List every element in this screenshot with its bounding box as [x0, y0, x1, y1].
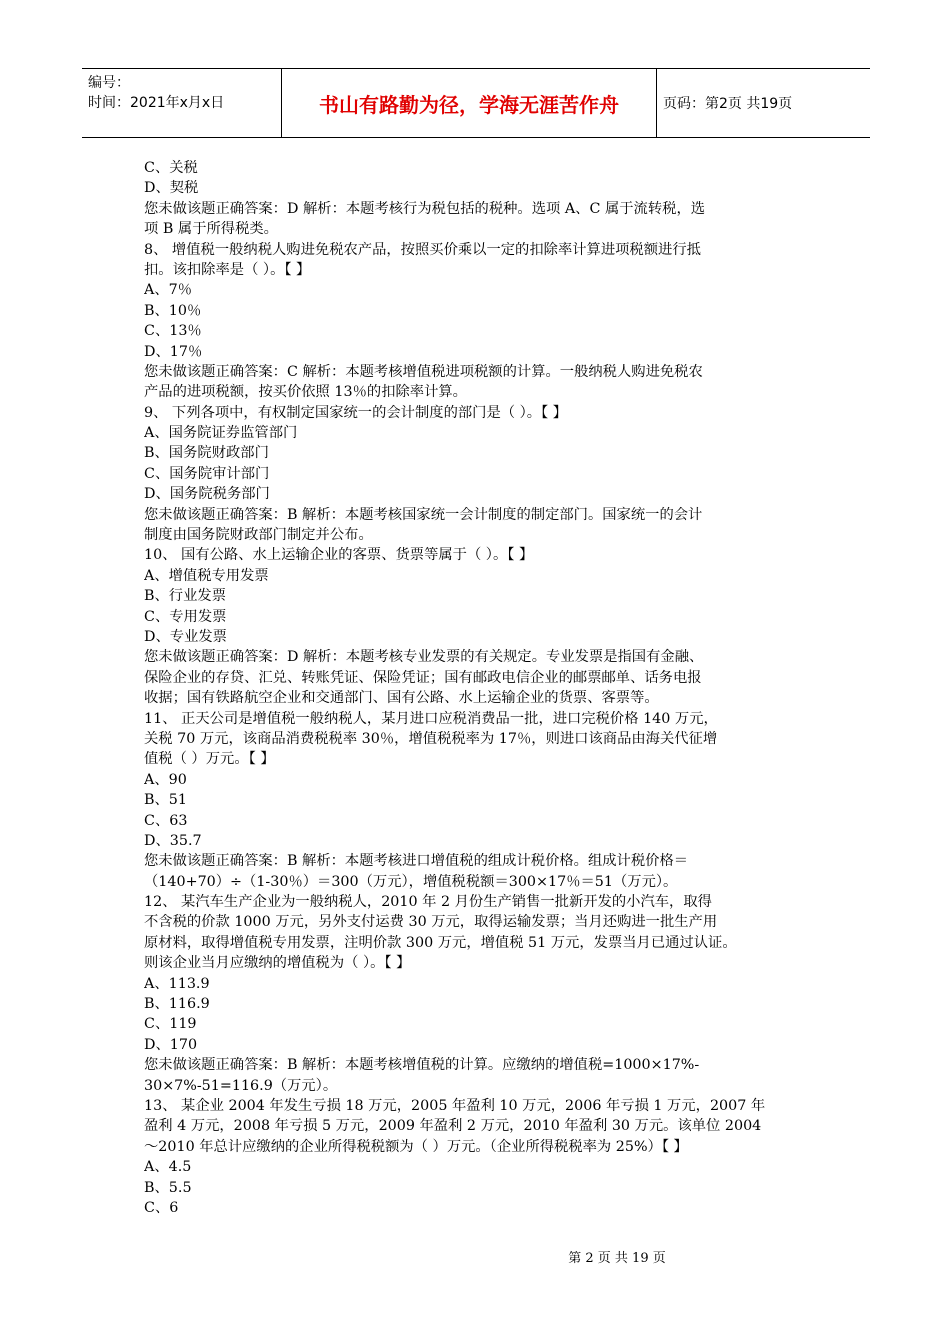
header-meta — [82, 69, 282, 137]
text-line: 制度由国务院财政部门制定并公布。 — [144, 527, 373, 544]
text-line: 盈利 4 万元，2008 年亏损 5 万元，2009 年盈利 2 万元，2010 年盈利 30 万元。该单位 2004 — [144, 1118, 762, 1135]
text-line: 项 B 属于所得税类。 — [144, 221, 278, 238]
text-line: C、13％ — [144, 323, 202, 340]
text-line: 9、 下列各项中，有权制定国家统一的会计制度的部门是（ ）。【 】 — [144, 404, 568, 421]
text-line: 您未做该题正确答案：B 解析：本题考核进口增值税的组成计税价格。组成计税价格＝ — [144, 853, 689, 870]
text-line: 保险企业的存贷、汇兑、转账凭证、保险凭证；国有邮政电信企业的邮票邮单、话务电报 — [144, 669, 702, 686]
text-line: 您未做该题正确答案：D 解析：本题考核专业发票的有关规定。专业发票是指国有金融、 — [144, 649, 704, 666]
text-line: B、10％ — [144, 302, 202, 319]
text-line: B、行业发票 — [144, 588, 226, 605]
text-line: 您未做该题正确答案：B 解析：本题考核国家统一会计制度的制定部门。国家统一的会计 — [144, 506, 703, 523]
page-header — [82, 68, 870, 138]
text-line: D、170 — [144, 1036, 198, 1053]
text-line: 您未做该题正确答案：D 解析：本题考核行为税包括的税种。选项 A、C 属于流转税，选 — [144, 200, 706, 217]
text-line: B、116.9 — [144, 996, 210, 1013]
document-body — [144, 158, 812, 1218]
page-footer: 第 2 页 共 19 页 — [568, 1251, 666, 1266]
text-line: D、17％ — [144, 343, 203, 360]
text-line: 原材料，取得增值税专用发票，注明价款 300 万元，增值税 51 万元，发票当月已通过认证。 — [144, 934, 737, 951]
text-line: 12、 某汽车生产企业为一般纳税人，2010 年 2 月份生产销售一批新开发的小汽车，取得 — [144, 894, 712, 911]
text-line: 关税 70 万元，该商品消费税税率 30％，增值税税率为 17％，则进口该商品由海关代征增 — [144, 730, 718, 747]
text-line: 8、 增值税一般纳税人购进免税农产品，按照买价乘以一定的扣除率计算进项税额进行抵 — [144, 241, 701, 258]
text-line: ～2010 年总计应缴纳的企业所得税税额为（ ）万元。（企业所得税税率为 25%）【 】 — [144, 1138, 688, 1155]
text-line: 您未做该题正确答案：C 解析：本题考核增值税进项税额的计算。一般纳税人购进免税农 — [144, 363, 703, 380]
text-line: A、7％ — [144, 282, 193, 299]
text-line: 11、 正天公司是增值税一般纳税人，某月进口应税消费品一批，进口完税价格 140 万元， — [144, 710, 718, 727]
text-line: 扣。该扣除率是（ ）。【 】 — [144, 261, 311, 278]
text-line: C、国务院审计部门 — [144, 465, 270, 482]
text-line: C、专用发票 — [144, 608, 227, 625]
text-line: B、5.5 — [144, 1179, 192, 1196]
header-page-info: 页码：第2页 共19页 — [663, 96, 793, 112]
text-line: 不含税的价款 1000 万元，另外支付运费 30 万元，取得运输发票；当月还购进一批生产用 — [144, 914, 718, 931]
text-line: 产品的进项税额，按买价依照 13％的扣除率计算。 — [144, 384, 467, 401]
text-line: 10、 国有公路、水上运输企业的客票、货票等属于（ ）。【 】 — [144, 547, 534, 564]
text-line: 您未做该题正确答案：B 解析：本题考核增值税的计算。应缴纳的增值税=1000×17%- — [144, 1057, 700, 1074]
text-line: 则该企业当月应缴纳的增值税为（ ）。【 】 — [144, 955, 411, 972]
text-line: D、国务院税务部门 — [144, 486, 270, 503]
text-line: 收据；国有铁路航空企业和交通部门、国有公路、水上运输企业的货票、客票等。 — [144, 690, 659, 707]
text-line: D、专业发票 — [144, 628, 227, 645]
text-line: 值税（ ）万元。【 】 — [144, 751, 275, 768]
document-number-label: 编号： — [88, 75, 130, 91]
text-line: D、契税 — [144, 180, 199, 197]
text-line: 30×7%-51=116.9（万元）。 — [144, 1077, 338, 1094]
text-line: B、51 — [144, 792, 187, 809]
text-line: A、增值税专用发票 — [144, 567, 269, 584]
text-line: C、119 — [144, 1016, 197, 1033]
text-line: C、关税 — [144, 160, 198, 176]
text-line: D、35.7 — [144, 832, 202, 849]
header-motto: 书山有路勤为径，学海无涯苦作舟 — [282, 69, 657, 137]
text-line: A、国务院证券监管部门 — [144, 425, 298, 442]
document-date: 时间：2021年x月x日 — [88, 95, 225, 111]
text-line: A、90 — [144, 771, 187, 788]
text-line: B、国务院财政部门 — [144, 445, 269, 462]
text-line: A、4.5 — [144, 1159, 192, 1176]
text-line: A、113.9 — [144, 975, 210, 992]
text-line: （140+70）÷（1-30％）＝300（万元），增值税税额＝300×17％＝51（万元）。 — [144, 873, 678, 890]
text-line: C、6 — [144, 1199, 179, 1216]
text-line: 13、 某企业 2004 年发生亏损 18 万元，2005 年盈利 10 万元，2006 年亏损 1 万元，2007 年 — [144, 1097, 766, 1114]
text-line: C、63 — [144, 812, 188, 829]
